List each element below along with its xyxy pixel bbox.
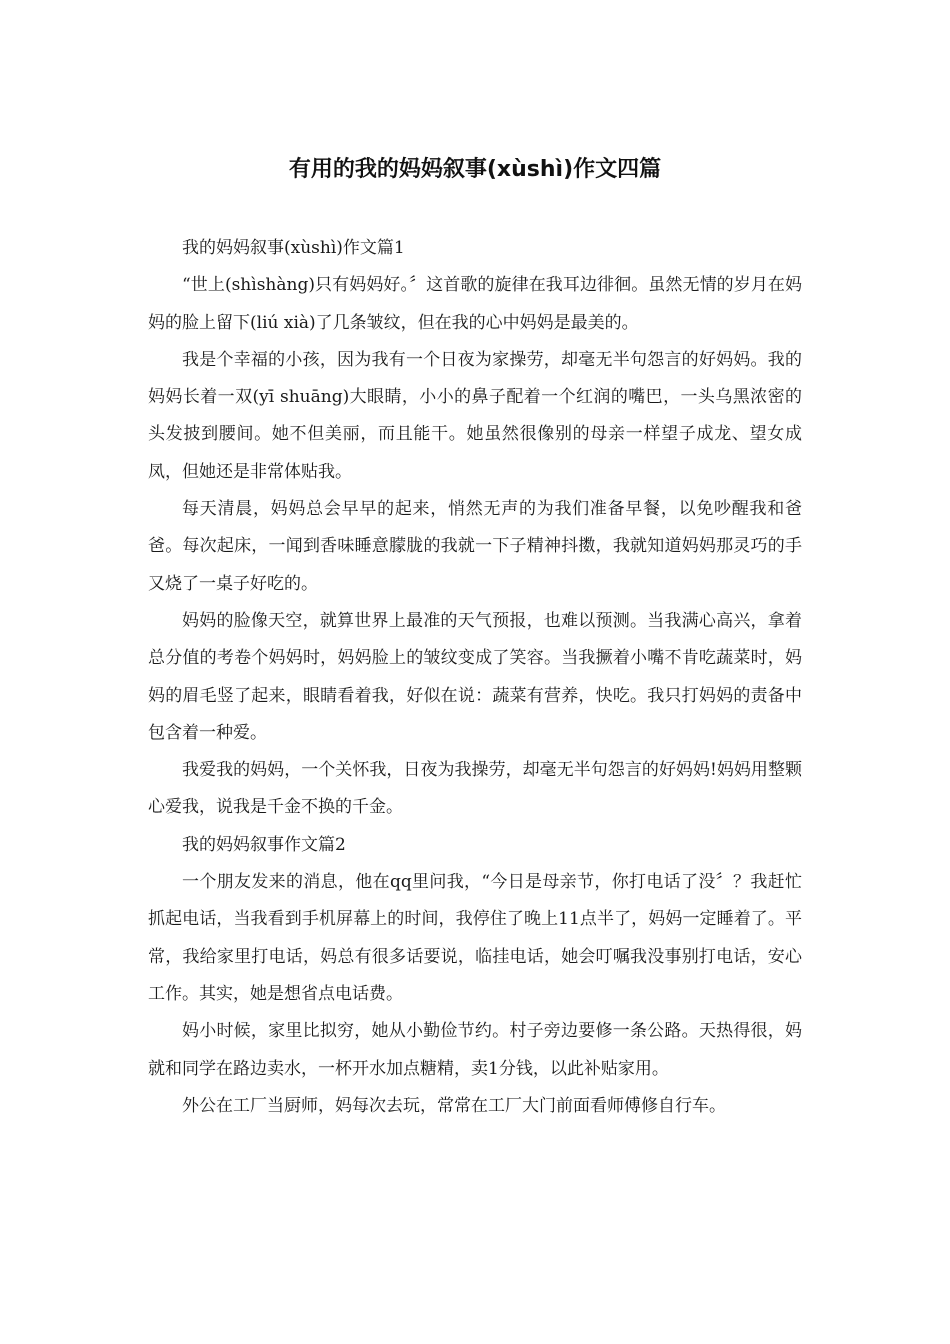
section-heading-2: 我的妈妈叙事作文篇2	[182, 834, 346, 855]
paragraph: 我是个幸福的小孩，因为我有一个日夜为家操劳，却毫无半句怨言的好妈妈。我的妈妈长着一双(yī shuāng)大眼睛，小小的鼻子配着一个红润的嘴巴，一头乌黑浓密的头发披到腰间。她不但美丽，而且能干。她虽然很像别的母亲一样望子成龙、望女成凤，但她还是非常体贴我。	[148, 349, 802, 482]
document-title: 有用的我的妈妈叙事(xùshì)作文四篇	[288, 157, 662, 182]
paragraph: 每天清晨，妈妈总会早早的起来，悄然无声的为我们准备早餐，以免吵醒我和爸爸。每次起床，一闻到香味睡意朦胧的我就一下子精神抖擞，我就知道妈妈那灵巧的手又烧了一桌子好吃的。	[148, 499, 802, 594]
section-heading-1: 我的妈妈叙事(xùshì)作文篇1	[182, 238, 405, 258]
document-body	[148, 230, 802, 1125]
paragraph: “世上(shìshàng)只有妈妈好。〞这首歌的旋律在我耳边徘徊。虽然无情的岁月在妈妈的脸上留下(liú xià)了几条皱纹，但在我的心中妈妈是最美的。	[148, 275, 802, 333]
paragraph: 一个朋友发来的消息，他在qq里问我，“今日是母亲节，你打电话了没〞？我赶忙抓起电话，当我看到手机屏幕上的时间，我停住了晚上11点半了，妈妈一定睡着了。平常，我给家里打电话，妈总有很多话要说，临挂电话，她会叮嘱我没事别打电话，安心工作。其实，她是想省点电话费。	[148, 872, 802, 1004]
paragraph: 妈小时候，家里比拟穷，她从小勤俭节约。村子旁边要修一条公路。天热得很，妈就和同学在路边卖水，一杯开水加点糖精，卖1分钱，以此补贴家用。	[148, 1021, 802, 1079]
paragraph: 妈妈的脸像天空，就算世界上最准的天气预报，也难以预测。当我满心高兴，拿着总分值的考卷个妈妈时，妈妈脸上的皱纹变成了笑容。当我撅着小嘴不肯吃蔬菜时，妈妈的眉毛竖了起来，眼睛看着我，好似在说：蔬菜有营养，快吃。我只打妈妈的责备中包含着一种爱。	[148, 610, 802, 743]
paragraph: 外公在工厂当厨师，妈每次去玩，常常在工厂大门前面看师傅修自行车。	[182, 1095, 726, 1116]
paragraph: 我爱我的妈妈，一个关怀我，日夜为我操劳，却毫无半句怨言的好妈妈!妈妈用整颗心爱我，说我是千金不换的千金。	[148, 760, 802, 818]
